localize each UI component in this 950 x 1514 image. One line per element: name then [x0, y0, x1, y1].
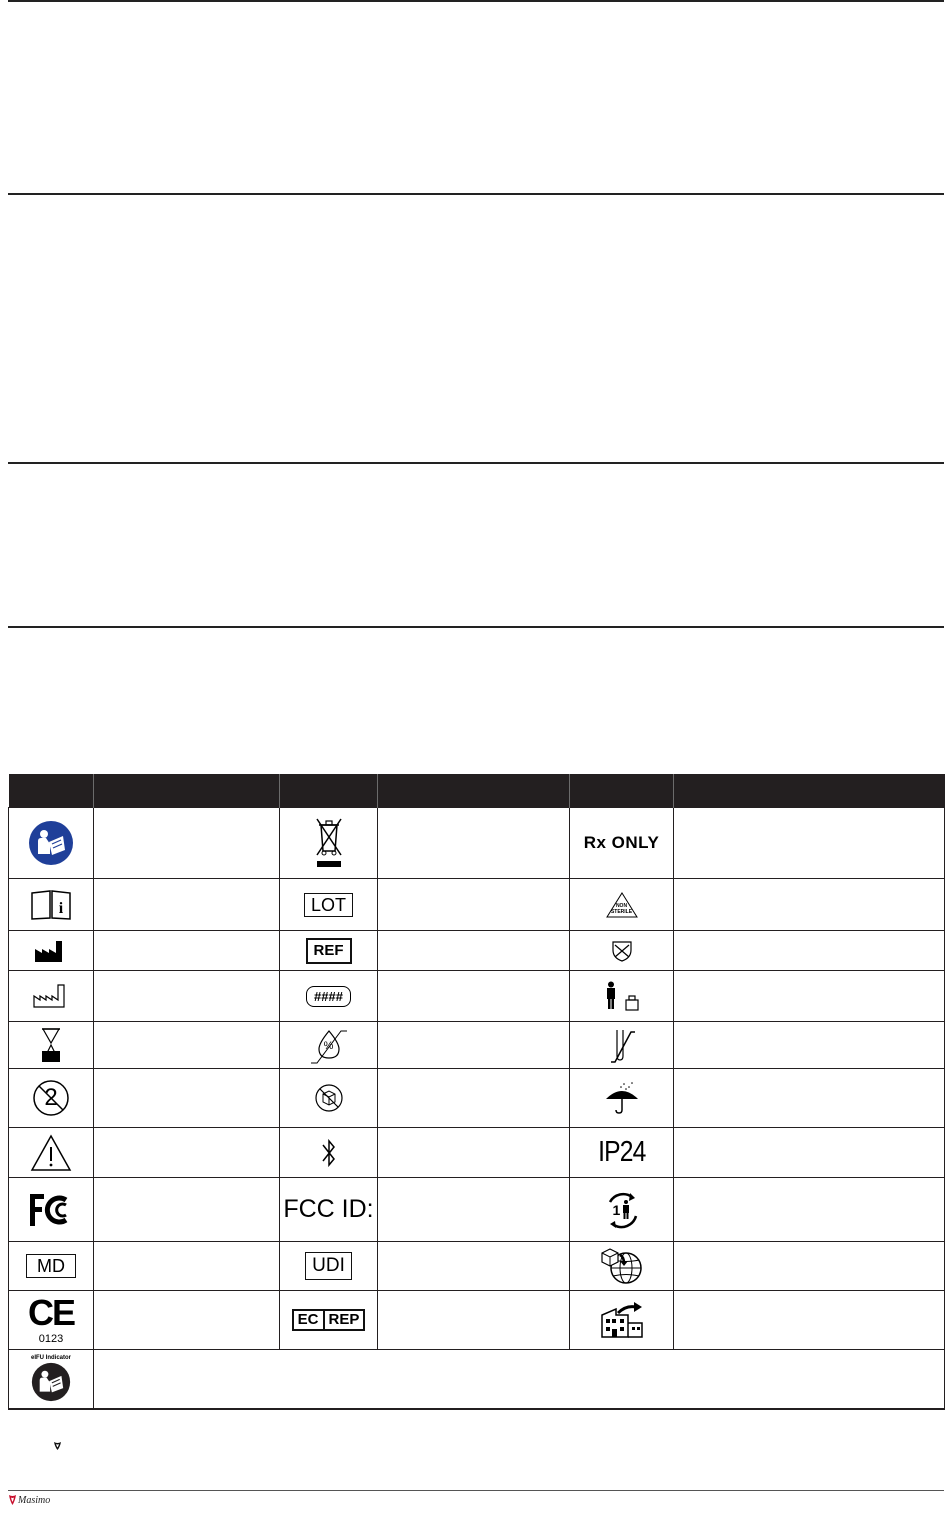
model-number-label: ####	[306, 986, 351, 1007]
eifu-indicator-icon	[9, 1355, 93, 1402]
header-cell	[9, 774, 94, 808]
patient-weight-icon	[602, 981, 642, 1011]
description-cell	[378, 1069, 570, 1128]
table-row	[9, 1069, 945, 1128]
ce-mark-icon	[9, 1292, 93, 1345]
description-cell	[674, 1291, 945, 1350]
description-cell	[94, 931, 280, 971]
table-row	[9, 1242, 945, 1291]
rep-label: REP	[323, 1311, 364, 1329]
do-not-reuse-numeral: 2	[44, 1084, 58, 1111]
fcc-logo-icon	[28, 1192, 74, 1228]
symbol-cell	[570, 1128, 674, 1178]
description-cell	[674, 1178, 945, 1242]
symbol-cell	[9, 808, 94, 879]
ip24-label: IP24	[597, 1136, 646, 1168]
temperature-limit-icon	[607, 1026, 637, 1064]
udi-label: UDI	[305, 1252, 352, 1280]
symbol-cell	[280, 1242, 378, 1291]
description-cell	[674, 1069, 945, 1128]
do-not-reuse-icon	[32, 1079, 70, 1117]
manufacturer-icon	[34, 939, 68, 963]
consult-instructions-blue-icon	[28, 820, 74, 866]
symbol-cell	[570, 971, 674, 1022]
table-row	[9, 1128, 945, 1178]
description-cell	[94, 808, 280, 879]
table-row	[9, 808, 945, 879]
description-cell	[378, 1128, 570, 1178]
humidity-percent-label: %	[323, 1040, 334, 1052]
description-cell	[674, 808, 945, 879]
description-cell	[674, 1128, 945, 1178]
symbol-cell	[280, 1291, 378, 1350]
description-cell	[674, 931, 945, 971]
lot-label: LOT	[304, 893, 353, 917]
description-cell	[674, 1242, 945, 1291]
description-cell	[378, 1242, 570, 1291]
description-cell	[378, 971, 570, 1022]
symbol-cell	[9, 1128, 94, 1178]
description-cell	[378, 1291, 570, 1350]
single-patient-multiple-use-icon	[602, 1190, 642, 1230]
description-cell	[378, 879, 570, 931]
masimo-logo-icon	[8, 1494, 17, 1506]
header-cell	[674, 774, 945, 808]
description-cell	[674, 879, 945, 931]
description-cell	[674, 971, 945, 1022]
symbol-cell	[570, 1022, 674, 1069]
date-of-manufacture-icon	[33, 983, 69, 1009]
ce-mark-label: CE	[27, 1292, 74, 1333]
symbol-cell	[9, 1178, 94, 1242]
symbol-cell	[280, 808, 378, 879]
footer-divider	[8, 1490, 944, 1491]
notified-body-number: 0123	[38, 1333, 64, 1345]
symbol-cell	[9, 1350, 94, 1409]
description-cell	[378, 931, 570, 971]
description-cell	[94, 1069, 280, 1128]
brand-name: Masimo	[18, 1494, 51, 1506]
brand-mark-icon	[53, 1441, 62, 1451]
divider-2	[8, 193, 944, 195]
divider-1	[8, 0, 944, 2]
description-cell	[94, 879, 280, 931]
caution-icon	[30, 1134, 72, 1172]
not-natural-latex-icon	[611, 940, 633, 962]
symbol-cell	[280, 1178, 378, 1242]
table-row	[9, 1022, 945, 1069]
eifu-indicator-label: eIFU Indicator	[30, 1355, 71, 1362]
distributor-icon	[600, 1301, 644, 1339]
non-sterile-triangle-icon	[605, 891, 639, 919]
symbol-cell	[9, 1069, 94, 1128]
description-cell	[94, 1128, 280, 1178]
description-cell	[94, 1178, 280, 1242]
symbol-cell	[280, 1069, 378, 1128]
description-cell	[94, 971, 280, 1022]
description-cell	[94, 1242, 280, 1291]
use-by-hourglass-icon	[40, 1027, 62, 1063]
symbol-cell	[9, 931, 94, 971]
symbol-cell	[9, 971, 94, 1022]
ec-rep-icon	[292, 1309, 366, 1331]
keep-dry-umbrella-icon	[604, 1081, 640, 1115]
symbol-cell	[9, 1022, 94, 1069]
header-cell	[94, 774, 280, 808]
table-row	[9, 1178, 945, 1242]
symbol-cell	[570, 1069, 674, 1128]
description-cell	[94, 1022, 280, 1069]
instructions-info-book-icon	[30, 890, 72, 920]
table-row	[9, 1291, 945, 1350]
symbol-cell	[280, 971, 378, 1022]
symbol-cell	[280, 1128, 378, 1178]
symbol-cell	[9, 879, 94, 931]
symbol-cell	[570, 808, 674, 879]
importer-icon	[600, 1247, 644, 1285]
symbols-table-header	[9, 774, 945, 808]
weee-crossed-bin-icon	[313, 815, 345, 871]
divider-3	[8, 462, 944, 464]
symbol-cell	[570, 879, 674, 931]
table-row	[9, 1350, 945, 1409]
symbol-cell	[570, 1242, 674, 1291]
single-patient-numeral: 1	[612, 1201, 621, 1218]
divider-4	[8, 626, 944, 628]
rx-only-label: Rx ONLY	[583, 833, 660, 852]
symbols-table	[8, 774, 945, 1410]
symbol-cell	[280, 879, 378, 931]
description-cell	[378, 1178, 570, 1242]
table-row	[9, 931, 945, 971]
sterile-label: STERILE	[610, 908, 633, 915]
symbol-cell	[280, 931, 378, 971]
ec-label: EC	[297, 1311, 319, 1328]
do-not-use-damaged-package-icon	[314, 1083, 344, 1113]
fcc-id-label: FCC ID:	[283, 1195, 374, 1223]
symbol-cell	[570, 1291, 674, 1350]
md-label: MD	[26, 1254, 76, 1278]
header-cell	[280, 774, 378, 808]
svg-text:i: i	[58, 899, 64, 917]
symbol-cell	[570, 1178, 674, 1242]
symbol-cell	[570, 931, 674, 971]
description-cell	[94, 1350, 945, 1409]
table-row	[9, 971, 945, 1022]
description-cell	[378, 1022, 570, 1069]
non-label: NON	[615, 902, 628, 909]
symbol-cell	[9, 1242, 94, 1291]
brand-logo	[8, 1494, 50, 1506]
symbol-cell	[9, 1291, 94, 1350]
header-cell	[570, 774, 674, 808]
description-cell	[674, 1022, 945, 1069]
description-cell	[378, 808, 570, 879]
bluetooth-icon	[320, 1135, 338, 1171]
humidity-limit-icon	[309, 1025, 349, 1065]
symbol-cell	[280, 1022, 378, 1069]
header-cell	[378, 774, 570, 808]
ref-label: REF	[306, 938, 352, 964]
table-row	[9, 879, 945, 931]
description-cell	[94, 1291, 280, 1350]
